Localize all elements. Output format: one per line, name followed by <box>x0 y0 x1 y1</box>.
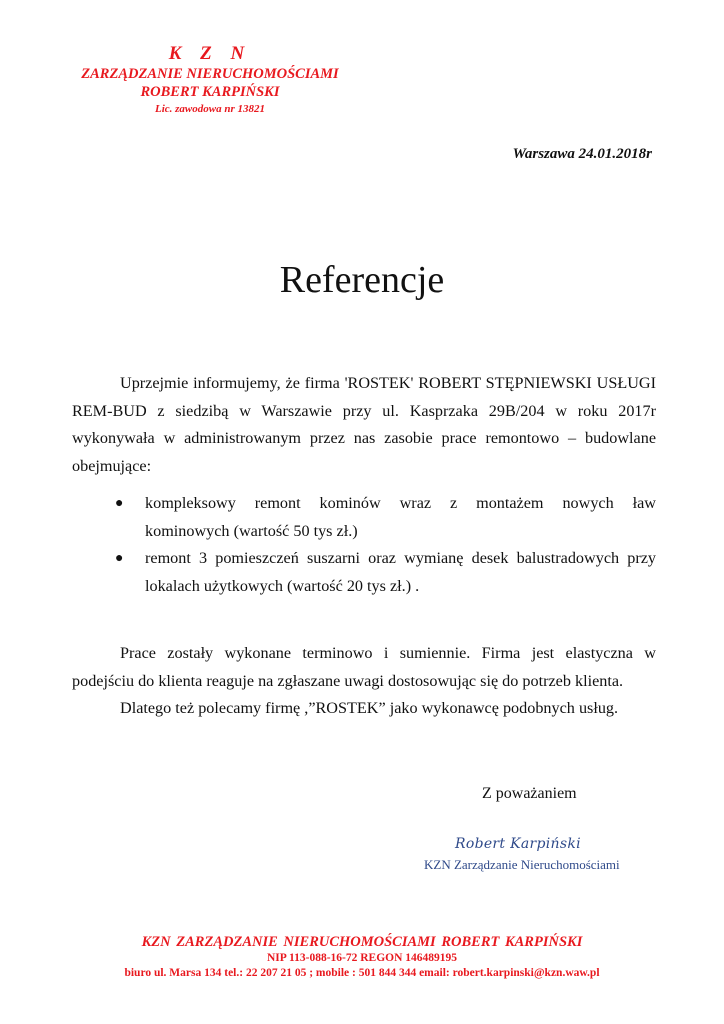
list-item-line: kominowych (wartość 50 tys zł.) <box>145 521 358 540</box>
footer-company: KZN ZARZĄDZANIE NIERUCHOMOŚCIAMI ROBERT KARPIŃSKI <box>141 934 583 950</box>
document-title: Referencje <box>279 259 445 301</box>
footer-ids: NIP 113-088-16-72 REGON 146489195 <box>266 952 458 964</box>
regards-text: Z poważaniem <box>482 785 577 802</box>
letterhead-acronym: K Z N <box>168 43 252 64</box>
recommendation-paragraph: Dlatego też polecamy firmę ,”ROSTEK” jako wykonawcę podobnych usług. <box>120 699 619 717</box>
letter-date: Warszawa 24.01.2018r <box>512 146 652 162</box>
footer-contact: biuro ul. Marsa 134 tel.: 22 207 21 05 ; mobile : 501 844 344 email: robert.karpinski@kzn.waw.pl <box>124 967 600 979</box>
closing-section <box>72 640 656 723</box>
letterhead-license: Lic. zawodowa nr 13821 <box>154 103 265 115</box>
bullet-icon: ● <box>115 496 124 511</box>
scope-list <box>115 490 656 600</box>
bullet-icon: ● <box>115 551 124 566</box>
intro-paragraph <box>72 370 656 480</box>
signature-name: Robert Karpiński <box>455 836 581 852</box>
list-item-line: remont 3 pomieszczeń suszarni oraz wymianę desek balustradowych przy <box>145 549 656 567</box>
letterhead-company: ZARZĄDZANIE NIERUCHOMOŚCIAMI <box>81 66 339 82</box>
intro-text: Uprzejmie informujemy, że firma 'ROSTEK' ROBERT STĘPNIEWSKI USŁUGI REM-BUD z siedzibą w Warszawie przy ul. Kasprzaka 29B/204 w roku 2017r wykonywała w administrowanym przez nas zasobie prace remontowo – budowlane obejmujące: <box>72 374 656 475</box>
list-item-line: lokalach użytkowych (wartość 20 tys zł.) . <box>145 576 420 595</box>
letterhead-owner: ROBERT KARPIŃSKI <box>140 84 280 100</box>
signature-company: KZN Zarządzanie Nieruchomościami <box>424 857 620 872</box>
list-item <box>115 545 656 600</box>
list-item-line: kompleksowy remont kominów wraz z montażem nowych ław <box>145 494 656 512</box>
list-item <box>115 490 656 545</box>
closing-paragraph: Prace zostały wykonane terminowo i sumiennie. Firma jest elastyczna w podejściu do klienta reaguje na zgłaszane uwagi dostosowując się do potrzeb klienta. <box>72 644 656 690</box>
